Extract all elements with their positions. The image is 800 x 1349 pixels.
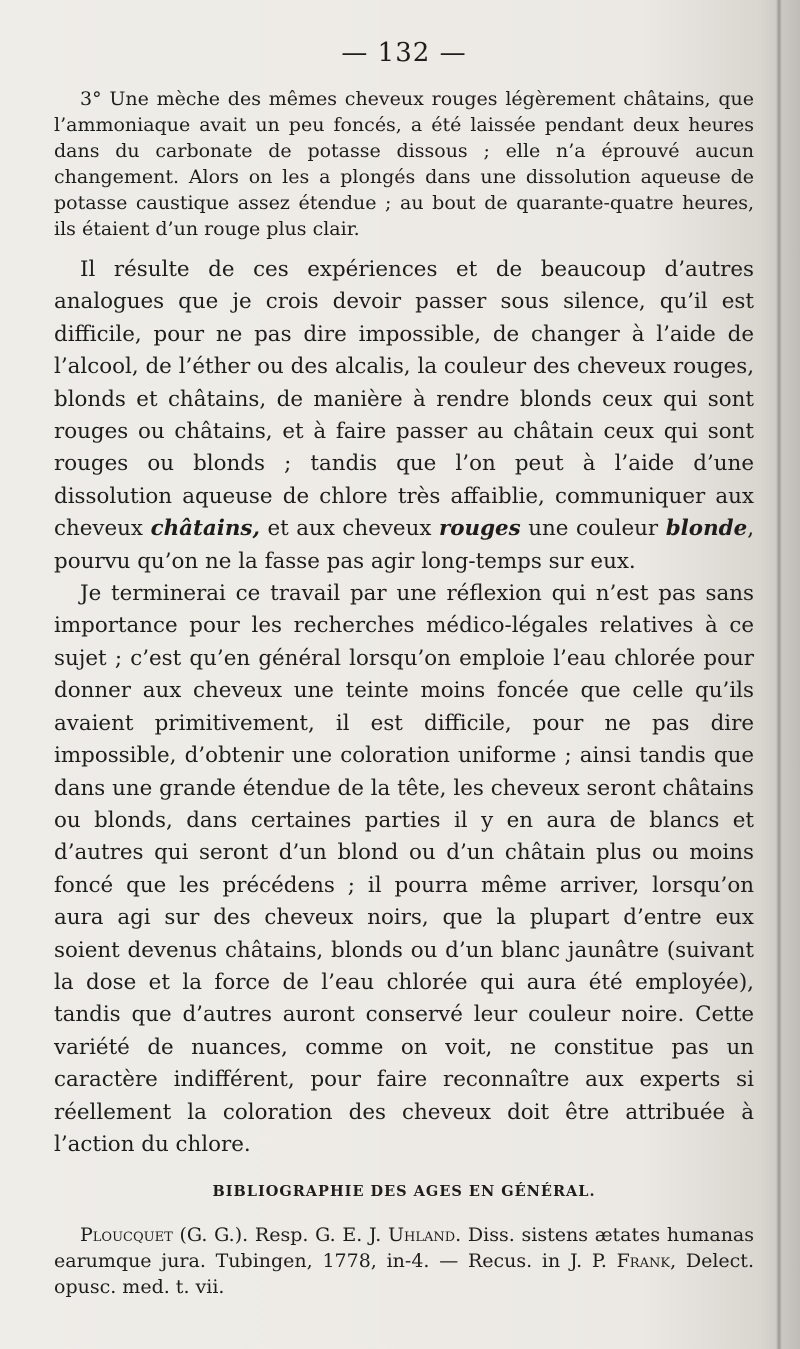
author-frank: Frank — [616, 1250, 671, 1273]
bibliography-heading: BIBLIOGRAPHIE DES AGES EN GÉNÉRAL. — [212, 1183, 596, 1201]
entry-part2: . Diss. sistens ætates humanas earumque jura. Tubingen, 1778, in-4. — Recus. in J. P. — [54, 1224, 755, 1273]
results-text-mid2: une couleur — [520, 516, 666, 542]
paragraph-experiment-3: 3° Une mèche des mêmes cheveux rouges légèrement châtains, que l’ammoniaque avait un peu foncés, a été laissée pendant deux heures dans du carbonate de potasse dissous ; elle n’a éprouvé aucun changement. Alors on les a plongés dans une dissolution aqueuse de potasse caustique assez étendue ; au bout de quarante-quatre heures, ils étaient d’un rouge plus clair. — [54, 88, 754, 240]
entry-part3: , Delect. opusc. med. t. vii. — [54, 1250, 754, 1299]
emphasis-chatains: châtains, — [150, 516, 260, 542]
emphasis-blonde: blonde — [665, 516, 748, 542]
author-uhland: Uhland — [387, 1224, 456, 1247]
emphasis-rouges: rouges — [439, 516, 521, 542]
author-ploucquet: Ploucquet — [80, 1224, 173, 1247]
results-text-end: , pourvu qu’on ne la fasse pas agir long-temps sur eux. — [54, 516, 754, 574]
paragraph-results — [54, 254, 754, 578]
page-edge-shadow — [776, 0, 782, 1349]
paragraph-conclusion: Je terminerai ce travail par une réflexion qui n’est pas sans importance pour les recherches médico-légales relatives à ce sujet ; c’est qu’en général lorsqu’on emploie l’eau chlorée pour donner aux cheveux une teinte moins foncée que celle qu’ils avaient primitivement, il est difficile, pour ne pas dire impossible, d’obtenir une coloration uniforme ; ainsi tandis que dans une grande étendue de la tête, les cheveux seront châtains ou blonds, dans certaines parties il y en aura de blancs et d’autres qui seront d’un blond ou d’un châtain plus ou moins foncé que les précédens ; il pourra même arriver, lorsqu’on aura agi sur des cheveux noirs, que la plupart d’entre eux soient devenus châtains, blonds ou d’un blanc jaunâtre (suivant la dose et la force de l’eau chlorée qui aura été employée), tandis que d’autres auront conservé leur couleur noire. Cette variété de nuances, comme on voit, ne constitue pas un caractère indifférent, pour faire reconnaître aux experts si réellement la coloration des cheveux doit être attribuée à l’action du chlore. — [54, 581, 754, 1157]
page-number: — 132 — — [341, 38, 467, 68]
results-text-mid1: et aux cheveux — [259, 516, 439, 542]
bibliography-entry — [54, 1222, 754, 1300]
page-content — [54, 38, 754, 1300]
entry-part1: (G. G.). Resp. G. E. J. — [172, 1224, 388, 1247]
results-text-start: Il résulte de ces expériences et de beaucoup d’autres analogues que je crois devoir passer sous silence, qu’il est difficile, pour ne pas dire impossible, de changer à l’aide de l’alcool, de l’éther ou des alcalis, la couleur des cheveux rouges, blonds et châtains, de manière à rendre blonds ceux qui sont rouges ou châtains, et à faire passer au châtain ceux qui sont rouges ou blonds ; tandis que l’on peut à l’aide d’une dissolution aqueuse de chlore très affaiblie, communiquer aux cheveux — [54, 257, 754, 542]
